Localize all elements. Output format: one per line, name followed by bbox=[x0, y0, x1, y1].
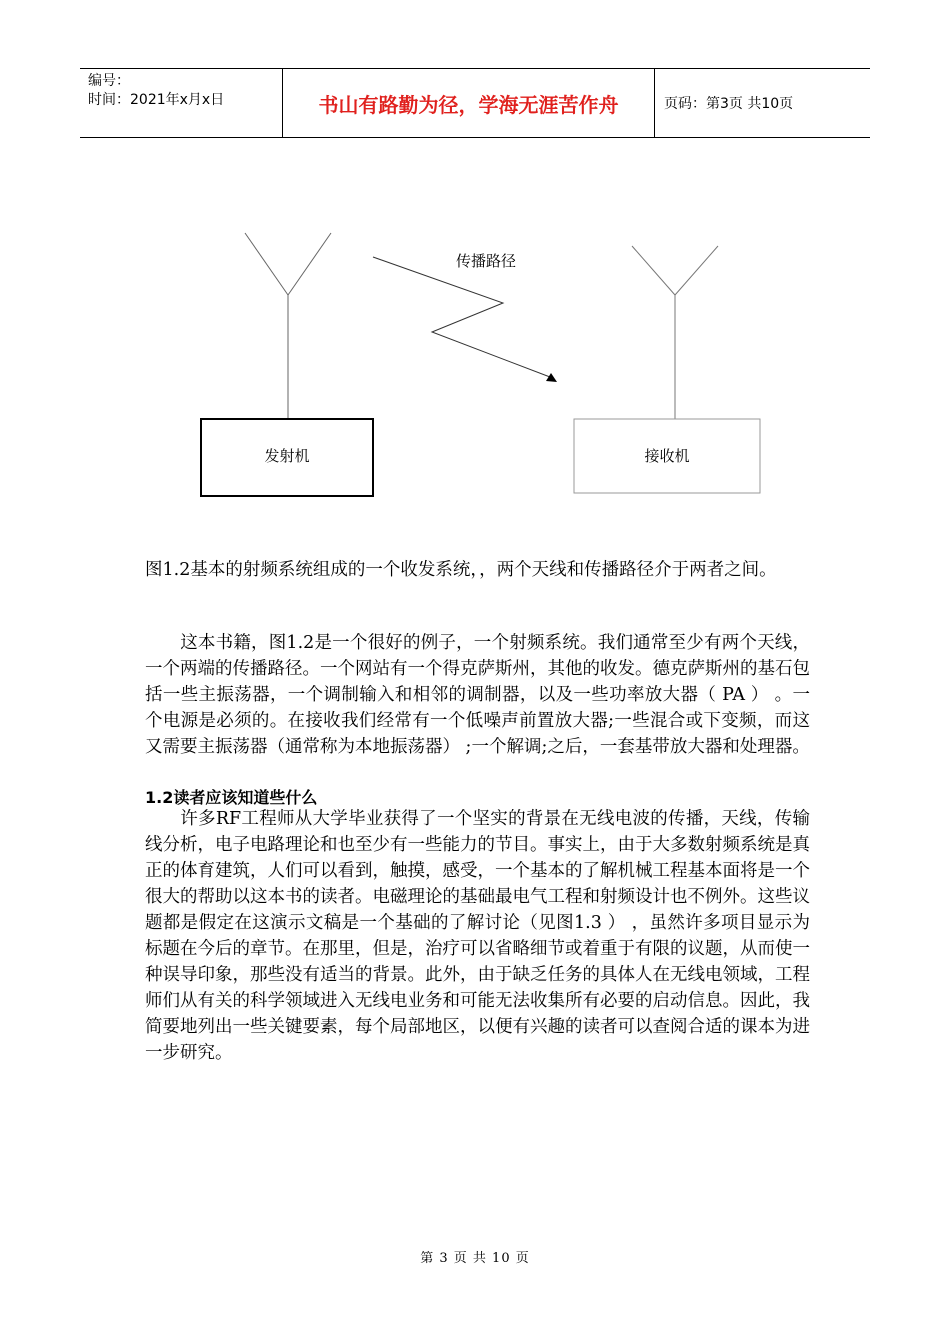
figure-caption: 图1.2基本的射频系统组成的一个收发系统，，两个天线和传播路径介于两者之间。 bbox=[145, 560, 777, 580]
section-heading: 1.2读者应该知道些什么 bbox=[145, 788, 318, 807]
propagation-path-label: 传播路径 bbox=[456, 252, 517, 270]
paragraph-1-text: 这本书籍，图1.2是一个很好的例子，一个射频系统。我们通常至少有两个天线，一个两端的传播路径。一个网站有一个得克萨斯州，其他的收发。德克萨斯州的基石包括一些主振荡器，一个调制输入和相邻的调制器，以及一些功率放大器（ PA ） 。一个电源是必须的。在接收我们经常有一个低噪声前置放大器;一些混合或下变频，而这又需要主振荡器（通常称为本地振荡器） ;一个解调;之后，一套基带放大器和处理器。 bbox=[145, 633, 810, 757]
receive-antenna-icon bbox=[632, 246, 718, 419]
paragraph-2-text: 许多RF工程师从大学毕业获得了一个坚实的背景在无线电波的传播，天线，传输线分析，电子电路理论和也至少有一些能力的节目。事实上，由于大多数射频系统是真正的体育建筑，人们可以看到，触摸，感受，一个基本的了解机械工程基本面将是一个很大的帮助以这本书的读者。电磁理论的基础最电气工程和射频设计也不例外。这些议题都是假定在这演示文稿是一个基础的了解讨论（见图1.3 ） ，虽然许多项目显示为标题在今后的章节。在那里，但是，治疗可以省略细节或着重于有限的议题，从而使一种误导印象，那些没有适当的背景。此外，由于缺乏任务的具体人在无线电领域，工程师们从有关的科学领域进入无线电业务和可能无法收集所有必要的启动信息。因此，我简要地列出一些关键要素，每个局部地区，以便有兴趣的读者可以查阅合适的课本为进一步研究。 bbox=[145, 809, 810, 1063]
receiver-label: 接收机 bbox=[644, 447, 690, 465]
transmitter-label: 发射机 bbox=[264, 447, 310, 465]
propagation-path-arrow bbox=[373, 257, 557, 382]
body-paragraph-1 bbox=[145, 630, 810, 760]
transmit-antenna-icon bbox=[245, 233, 331, 419]
header-page-number: 页码：第3页 共10页 bbox=[664, 96, 794, 112]
page-footer: 第 3 页 共 10 页 bbox=[420, 1251, 530, 1266]
receiver-box bbox=[574, 419, 760, 493]
document-header bbox=[80, 68, 870, 138]
header-meta-cell bbox=[80, 69, 282, 137]
header-divider bbox=[654, 69, 655, 137]
header-motto: 书山有路勤为径，学海无涯苦作舟 bbox=[318, 92, 619, 117]
serial-number-label: 编号： bbox=[88, 73, 130, 89]
body-paragraph-2 bbox=[145, 806, 810, 1066]
transmitter-box bbox=[201, 419, 373, 496]
date-label: 时间：2021年x月x日 bbox=[88, 92, 225, 108]
